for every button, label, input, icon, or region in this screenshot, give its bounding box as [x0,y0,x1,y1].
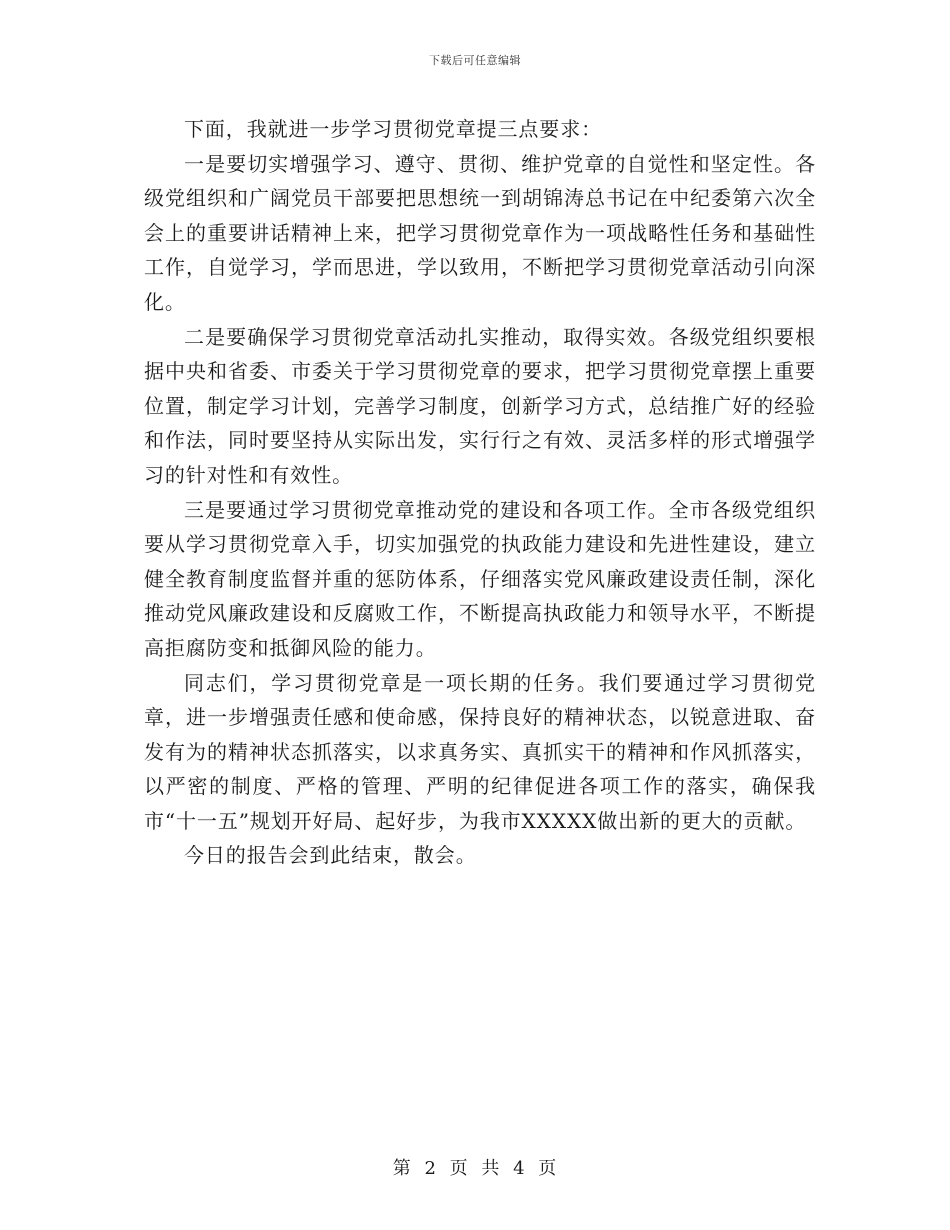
paragraph: 三是要通过学习贯彻党章推动党的建设和各项工作。全市各级党组织要从学习贯彻党章入手，切实加强党的执政能力建设和先进性建设，建立健全教育制度监督并重的惩防体系，仔细落实党风廉政建设责任制，深化推动党风廉政建设和反腐败工作，不断提高执政能力和领导水平，不断提高拒腐防变和抵御风险的能力。 [144,497,816,660]
document-body [144,112,816,873]
paragraph: 下面，我就进一步学习贯彻党章提三点要求： [184,117,602,141]
paragraph: 一是要切实增强学习、遵守、贯彻、维护党章的自觉性和坚定性。各级党组织和广阔党员干部要把思想统一到胡锦涛总书记在中纪委第六次全会上的重要讲话精神上来，把学习贯彻党章作为一项战略性任务和基础性工作，自觉学习，学而思进，学以致用，不断把学习贯彻党章活动引向深化。 [144,151,816,314]
page-header: 下载后可任意编辑 [429,54,521,67]
paragraph: 同志们，学习贯彻党章是一项长期的任务。我们要通过学习贯彻党章，进一步增强责任感和使命感，保持良好的精神状态，以锐意进取、奋发有为的精神状态抓落实，以求真务实、真抓实干的精神和作风抓落实，以严密的制度、严格的管理、严明的纪律促进各项工作的落实，确保我市“十一五”规划开好局、起好步，为我市XXXXX做出新的更大的贡献。 [144,670,816,833]
page-number-footer: 第 2 页 共 4 页 [392,1158,558,1179]
paragraph: 二是要确保学习贯彻党章活动扎实推动，取得实效。各级党组织要根据中央和省委、市委关于学习贯彻党章的要求，把学习贯彻党章摆上重要位置，制定学习计划，完善学习制度，创新学习方式，总结推广好的经验和作法，同时要坚持从实际出发，实行行之有效、灵活多样的形式增强学习的针对性和有效性。 [144,324,816,487]
paragraph: 今日的报告会到此结束，散会。 [184,843,477,868]
